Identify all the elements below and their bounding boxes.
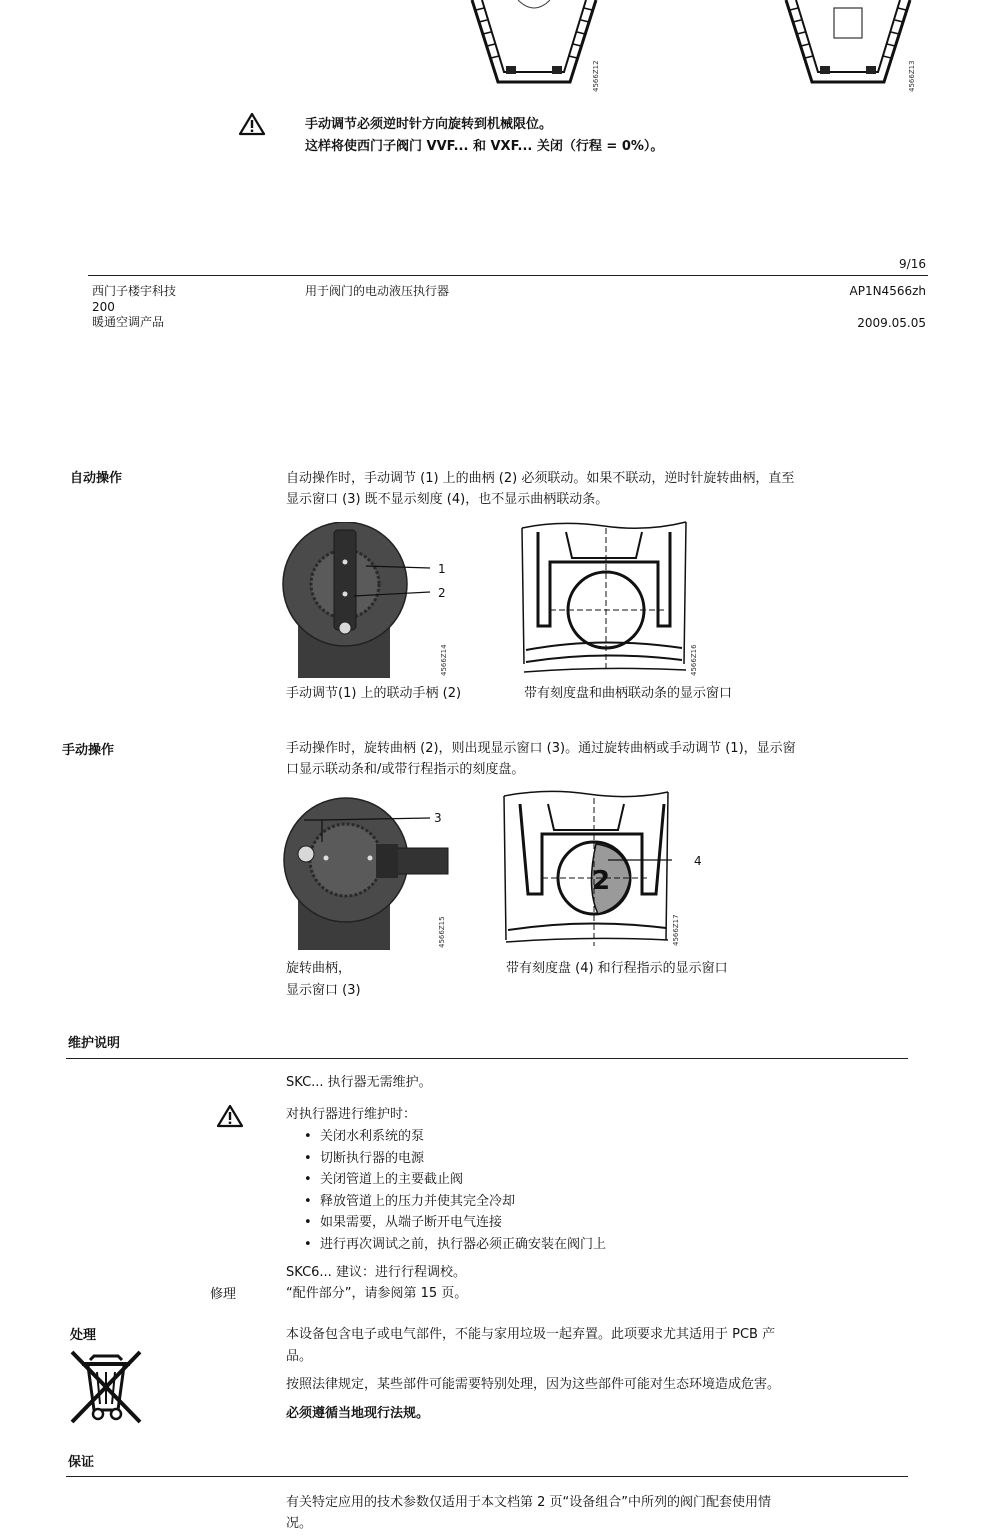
list-item: • 关闭管道上的主要截止阀 xyxy=(286,1169,906,1191)
warranty-para-line2: 况。 xyxy=(286,1516,313,1531)
crossed-out-wheelie-bin-icon xyxy=(68,1348,144,1426)
document-date: 2009.05.05 xyxy=(857,316,926,330)
warning-triangle-icon xyxy=(216,1104,244,1128)
figure-code: 4566Z17 xyxy=(672,914,680,946)
document-id: AP1N4566zh xyxy=(849,284,926,298)
figure-code: 4566Z13 xyxy=(908,60,916,92)
company-name: 西门子楼宇科技 xyxy=(92,284,177,298)
figure-caption-2: 带有刻度盘和曲柄联动条的显示窗口 xyxy=(524,686,733,701)
maintenance-steps-list xyxy=(286,1126,906,1256)
list-item: • 如果需要，从端子断开电气连接 xyxy=(286,1212,906,1234)
figure-caption-3-line1: 旋转曲柄， xyxy=(286,961,352,976)
warning-text-line2: 这样将使西门子阀门 VVF... 和 VXF... 关闭（行程 = 0%）。 xyxy=(305,139,664,154)
callout-2: 2 xyxy=(438,586,446,600)
maintenance-intro: SKC... 执行器无需维护。 xyxy=(286,1075,432,1090)
figure-code: 4566Z15 xyxy=(438,916,446,948)
callout-3: 3 xyxy=(434,811,442,825)
window-digit: 2 xyxy=(592,866,611,896)
warning-triangle-icon xyxy=(238,112,266,136)
list-item: • 切断执行器的电源 xyxy=(286,1148,906,1170)
repair-label: 修理 xyxy=(210,1287,237,1302)
section-heading-manual: 手动操作 xyxy=(62,743,115,758)
warranty-para-line1: 有关特定应用的技术参数仅适用于本文档第 2 页“设备组合”中所列的阀门配套使用情 xyxy=(286,1495,772,1510)
callout-1: 1 xyxy=(438,562,446,576)
section-heading-warranty: 保证 xyxy=(68,1455,95,1470)
section-rule xyxy=(66,1058,908,1059)
list-item: • 关闭水利系统的泵 xyxy=(286,1126,906,1148)
document-title: 用于阀门的电动液压执行器 xyxy=(305,284,450,298)
auto-para-line1: 自动操作时，手动调节 (1) 上的曲柄 (2) 必须联动。如果不联动，逆时针旋转曲柄，直至 xyxy=(286,471,795,486)
disposal-para3: 必须遵循当地现行法规。 xyxy=(286,1406,430,1421)
figure-manual-adjuster-crank xyxy=(282,522,457,682)
auto-para-line2: 显示窗口 (3) 既不显示刻度 (4)，也不显示曲柄联动条。 xyxy=(286,492,609,507)
disposal-para1-line2: 品。 xyxy=(286,1349,313,1364)
footer-rule xyxy=(88,275,928,276)
figure-caption-4: 带有刻度盘 (4) 和行程指示的显示窗口 xyxy=(506,961,728,976)
warning-text-line1: 手动调节必须逆时针方向旋转到机械限位。 xyxy=(305,117,553,132)
page-number: 9/16 xyxy=(899,257,926,271)
company-code: 200 xyxy=(92,300,115,314)
figure-caption-3-line2: 显示窗口 (3) xyxy=(286,983,361,998)
section-heading-auto: 自动操作 xyxy=(70,471,123,486)
manual-para-line1: 手动操作时，旋转曲柄 (2)，则出现显示窗口 (3)。通过旋转曲柄或手动调节 (1)，显示窗 xyxy=(286,741,796,756)
section-heading-disposal: 处理 xyxy=(70,1328,97,1343)
maintenance-warning-lead: 对执行器进行维护时： xyxy=(286,1107,417,1122)
figure-rotated-crank xyxy=(282,790,452,952)
callout-4: 4 xyxy=(694,854,702,868)
top-figure-left xyxy=(468,0,608,95)
figure-code: 4566Z16 xyxy=(690,644,698,676)
figure-code: 4566Z14 xyxy=(440,644,448,676)
top-figure-right xyxy=(782,0,922,95)
list-item: • 释放管道上的压力并使其完全冷却 xyxy=(286,1191,906,1213)
section-heading-maintenance: 维护说明 xyxy=(68,1036,121,1051)
figure-caption-1: 手动调节(1) 上的联动手柄 (2) xyxy=(286,686,462,701)
skc6-note: SKC6... 建议：进行行程调校。 xyxy=(286,1265,466,1280)
list-item: • 进行再次调试之前，执行器必须正确安装在阀门上 xyxy=(286,1234,906,1256)
section-rule xyxy=(66,1476,908,1477)
figure-display-window-auto xyxy=(520,518,688,680)
disposal-para1-line1: 本设备包含电子或电气部件，不能与家用垃圾一起弃置。此项要求尤其适用于 PCB 产 xyxy=(286,1327,776,1342)
figure-code: 4566Z12 xyxy=(592,60,600,92)
repair-text: “配件部分”，请参阅第 15 页。 xyxy=(286,1286,468,1301)
disposal-para2: 按照法律规定，某些部件可能需要特别处理，因为这些部件可能对生态环境造成危害。 xyxy=(286,1377,781,1392)
company-division: 暖通空调产品 xyxy=(92,315,165,329)
manual-para-line2: 口显示联动条和/或带行程指示的刻度盘。 xyxy=(286,762,525,777)
figure-display-window-manual xyxy=(502,790,672,950)
